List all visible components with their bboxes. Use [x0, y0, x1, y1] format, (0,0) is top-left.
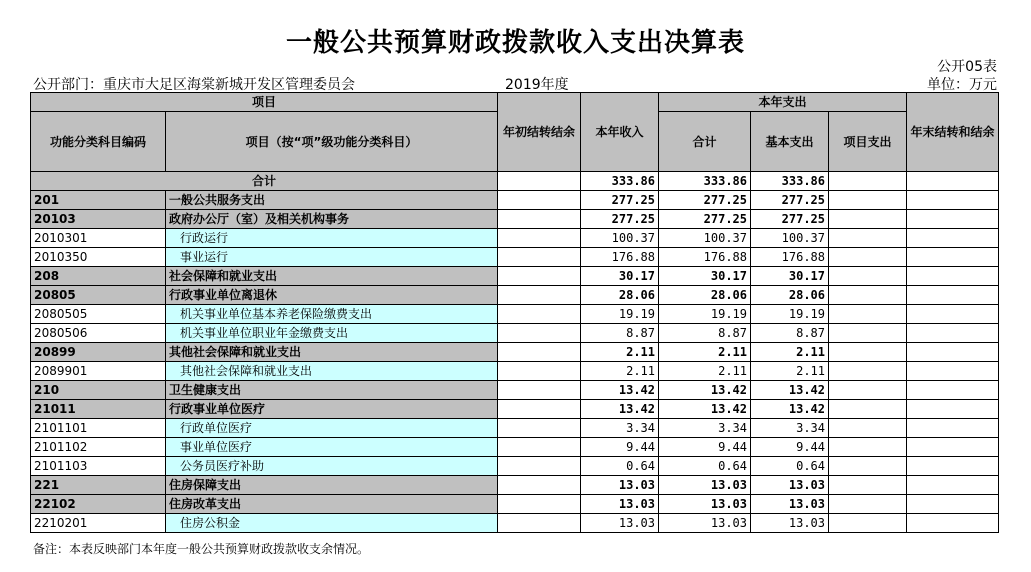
row-name: 住房公积金 — [166, 514, 498, 533]
row-code: 2101102 — [31, 438, 166, 457]
row-ending — [907, 438, 999, 457]
row-code: 2101103 — [31, 457, 166, 476]
row-beginning — [498, 381, 581, 400]
row-ending — [907, 381, 999, 400]
row-income: 13.42 — [581, 381, 659, 400]
row-income: 2.11 — [581, 362, 659, 381]
row-project — [829, 476, 907, 495]
row-income: 13.42 — [581, 400, 659, 419]
row-income: 277.25 — [581, 210, 659, 229]
row-ending — [907, 305, 999, 324]
row-name: 一般公共服务支出 — [166, 191, 498, 210]
row-ending — [907, 248, 999, 267]
table-row — [31, 476, 999, 495]
table-row — [31, 267, 999, 286]
row-total: 8.87 — [659, 324, 751, 343]
row-income: 13.03 — [581, 476, 659, 495]
row-name: 行政运行 — [166, 229, 498, 248]
row-total: 277.25 — [659, 210, 751, 229]
table-row — [31, 229, 999, 248]
header-basic: 基本支出 — [751, 112, 829, 172]
row-ending — [907, 514, 999, 533]
row-beginning — [498, 343, 581, 362]
total-beginning — [498, 172, 581, 191]
row-code: 2101101 — [31, 419, 166, 438]
row-name: 事业单位医疗 — [166, 438, 498, 457]
table-row-total — [31, 172, 999, 191]
row-beginning — [498, 324, 581, 343]
row-total: 13.42 — [659, 400, 751, 419]
row-basic: 19.19 — [751, 305, 829, 324]
total-basic: 333.86 — [751, 172, 829, 191]
header-income: 本年收入 — [581, 93, 659, 172]
header-item-group: 项目 — [31, 93, 498, 112]
table-row — [31, 248, 999, 267]
row-income: 277.25 — [581, 191, 659, 210]
row-ending — [907, 191, 999, 210]
header-project: 项目支出 — [829, 112, 907, 172]
row-project — [829, 381, 907, 400]
table-row — [31, 362, 999, 381]
department-label: 公开部门：重庆市大足区海棠新城开发区管理委员会 — [33, 77, 355, 93]
row-code: 2089901 — [31, 362, 166, 381]
row-code: 2010301 — [31, 229, 166, 248]
row-beginning — [498, 400, 581, 419]
row-code: 201 — [31, 191, 166, 210]
footnote: 备注：本表反映部门本年度一般公共预算财政拨款收支余情况。 — [33, 542, 370, 556]
header-total: 合计 — [659, 112, 751, 172]
page-title: 一般公共预算财政拨款收入支出决算表 — [285, 28, 745, 58]
row-beginning — [498, 191, 581, 210]
row-beginning — [498, 267, 581, 286]
row-basic: 13.03 — [751, 514, 829, 533]
row-ending — [907, 419, 999, 438]
row-total: 28.06 — [659, 286, 751, 305]
row-income: 100.37 — [581, 229, 659, 248]
row-ending — [907, 400, 999, 419]
header-name: 项目（按“项”级功能分类科目） — [166, 112, 498, 172]
table-row — [31, 305, 999, 324]
row-beginning — [498, 476, 581, 495]
row-ending — [907, 476, 999, 495]
row-code: 221 — [31, 476, 166, 495]
row-name: 公务员医疗补助 — [166, 457, 498, 476]
table-row — [31, 343, 999, 362]
row-basic: 277.25 — [751, 191, 829, 210]
row-income: 13.03 — [581, 514, 659, 533]
row-name: 卫生健康支出 — [166, 381, 498, 400]
table-row — [31, 191, 999, 210]
row-total: 30.17 — [659, 267, 751, 286]
row-total: 0.64 — [659, 457, 751, 476]
table-row — [31, 286, 999, 305]
row-ending — [907, 324, 999, 343]
row-beginning — [498, 362, 581, 381]
row-basic: 176.88 — [751, 248, 829, 267]
row-basic: 3.34 — [751, 419, 829, 438]
row-basic: 2.11 — [751, 343, 829, 362]
row-code: 2010350 — [31, 248, 166, 267]
row-beginning — [498, 514, 581, 533]
row-basic: 30.17 — [751, 267, 829, 286]
row-ending — [907, 362, 999, 381]
row-ending — [907, 457, 999, 476]
row-project — [829, 267, 907, 286]
row-total: 13.03 — [659, 476, 751, 495]
row-total: 100.37 — [659, 229, 751, 248]
table-row — [31, 495, 999, 514]
row-total: 176.88 — [659, 248, 751, 267]
table-row — [31, 210, 999, 229]
row-total: 277.25 — [659, 191, 751, 210]
row-income: 13.03 — [581, 495, 659, 514]
row-code: 2080505 — [31, 305, 166, 324]
row-basic: 100.37 — [751, 229, 829, 248]
row-project — [829, 400, 907, 419]
total-income: 333.86 — [581, 172, 659, 191]
row-beginning — [498, 457, 581, 476]
total-total: 333.86 — [659, 172, 751, 191]
table-row — [31, 457, 999, 476]
row-total: 19.19 — [659, 305, 751, 324]
row-code: 210 — [31, 381, 166, 400]
row-ending — [907, 210, 999, 229]
row-project — [829, 248, 907, 267]
row-project — [829, 457, 907, 476]
row-project — [829, 362, 907, 381]
row-basic: 8.87 — [751, 324, 829, 343]
row-name: 行政事业单位医疗 — [166, 400, 498, 419]
row-project — [829, 495, 907, 514]
budget-table — [30, 92, 999, 533]
table-row — [31, 400, 999, 419]
row-name: 机关事业单位职业年金缴费支出 — [166, 324, 498, 343]
row-total: 3.34 — [659, 419, 751, 438]
row-income: 176.88 — [581, 248, 659, 267]
row-total: 9.44 — [659, 438, 751, 457]
row-name: 政府办公厅（室）及相关机构事务 — [166, 210, 498, 229]
row-total: 2.11 — [659, 343, 751, 362]
row-code: 208 — [31, 267, 166, 286]
row-beginning — [498, 248, 581, 267]
row-name: 事业运行 — [166, 248, 498, 267]
row-beginning — [498, 495, 581, 514]
table-row — [31, 514, 999, 533]
row-code: 20103 — [31, 210, 166, 229]
row-beginning — [498, 438, 581, 457]
row-project — [829, 191, 907, 210]
row-project — [829, 286, 907, 305]
header-beginning-balance: 年初结转结余 — [498, 93, 581, 172]
row-beginning — [498, 305, 581, 324]
year-label: 2019年度 — [505, 77, 569, 93]
row-income: 19.19 — [581, 305, 659, 324]
row-code: 2080506 — [31, 324, 166, 343]
row-beginning — [498, 286, 581, 305]
row-project — [829, 210, 907, 229]
row-project — [829, 324, 907, 343]
row-basic: 13.42 — [751, 400, 829, 419]
header-expense-group: 本年支出 — [659, 93, 907, 112]
table-row — [31, 381, 999, 400]
row-basic: 28.06 — [751, 286, 829, 305]
row-ending — [907, 495, 999, 514]
row-basic: 0.64 — [751, 457, 829, 476]
row-total: 13.42 — [659, 381, 751, 400]
row-name: 住房保障支出 — [166, 476, 498, 495]
row-code: 21011 — [31, 400, 166, 419]
row-basic: 13.03 — [751, 476, 829, 495]
row-name: 机关事业单位基本养老保险缴费支出 — [166, 305, 498, 324]
row-income: 30.17 — [581, 267, 659, 286]
row-project — [829, 438, 907, 457]
row-beginning — [498, 210, 581, 229]
header-code: 功能分类科目编码 — [31, 112, 166, 172]
row-basic: 9.44 — [751, 438, 829, 457]
table-code: 公开05表 — [937, 59, 997, 75]
row-name: 其他社会保障和就业支出 — [166, 362, 498, 381]
row-basic: 2.11 — [751, 362, 829, 381]
total-label: 合计 — [31, 172, 498, 191]
row-basic: 13.42 — [751, 381, 829, 400]
row-income: 0.64 — [581, 457, 659, 476]
row-income: 8.87 — [581, 324, 659, 343]
total-ending — [907, 172, 999, 191]
row-project — [829, 229, 907, 248]
row-name: 住房改革支出 — [166, 495, 498, 514]
table-row — [31, 324, 999, 343]
row-income: 2.11 — [581, 343, 659, 362]
row-code: 22102 — [31, 495, 166, 514]
total-project — [829, 172, 907, 191]
row-code: 20805 — [31, 286, 166, 305]
row-income: 9.44 — [581, 438, 659, 457]
unit-label: 单位：万元 — [927, 77, 997, 93]
table-row — [31, 419, 999, 438]
row-beginning — [498, 419, 581, 438]
row-basic: 13.03 — [751, 495, 829, 514]
row-income: 3.34 — [581, 419, 659, 438]
row-ending — [907, 267, 999, 286]
row-total: 2.11 — [659, 362, 751, 381]
row-project — [829, 419, 907, 438]
row-project — [829, 305, 907, 324]
row-basic: 277.25 — [751, 210, 829, 229]
table-row — [31, 438, 999, 457]
row-beginning — [498, 229, 581, 248]
row-total: 13.03 — [659, 495, 751, 514]
row-income: 28.06 — [581, 286, 659, 305]
row-name: 行政事业单位离退休 — [166, 286, 498, 305]
row-ending — [907, 229, 999, 248]
row-project — [829, 343, 907, 362]
row-ending — [907, 343, 999, 362]
row-name: 行政单位医疗 — [166, 419, 498, 438]
header-ending-balance: 年末结转和结余 — [907, 93, 999, 172]
row-code: 20899 — [31, 343, 166, 362]
row-name: 其他社会保障和就业支出 — [166, 343, 498, 362]
row-project — [829, 514, 907, 533]
row-code: 2210201 — [31, 514, 166, 533]
row-ending — [907, 286, 999, 305]
row-total: 13.03 — [659, 514, 751, 533]
row-name: 社会保障和就业支出 — [166, 267, 498, 286]
